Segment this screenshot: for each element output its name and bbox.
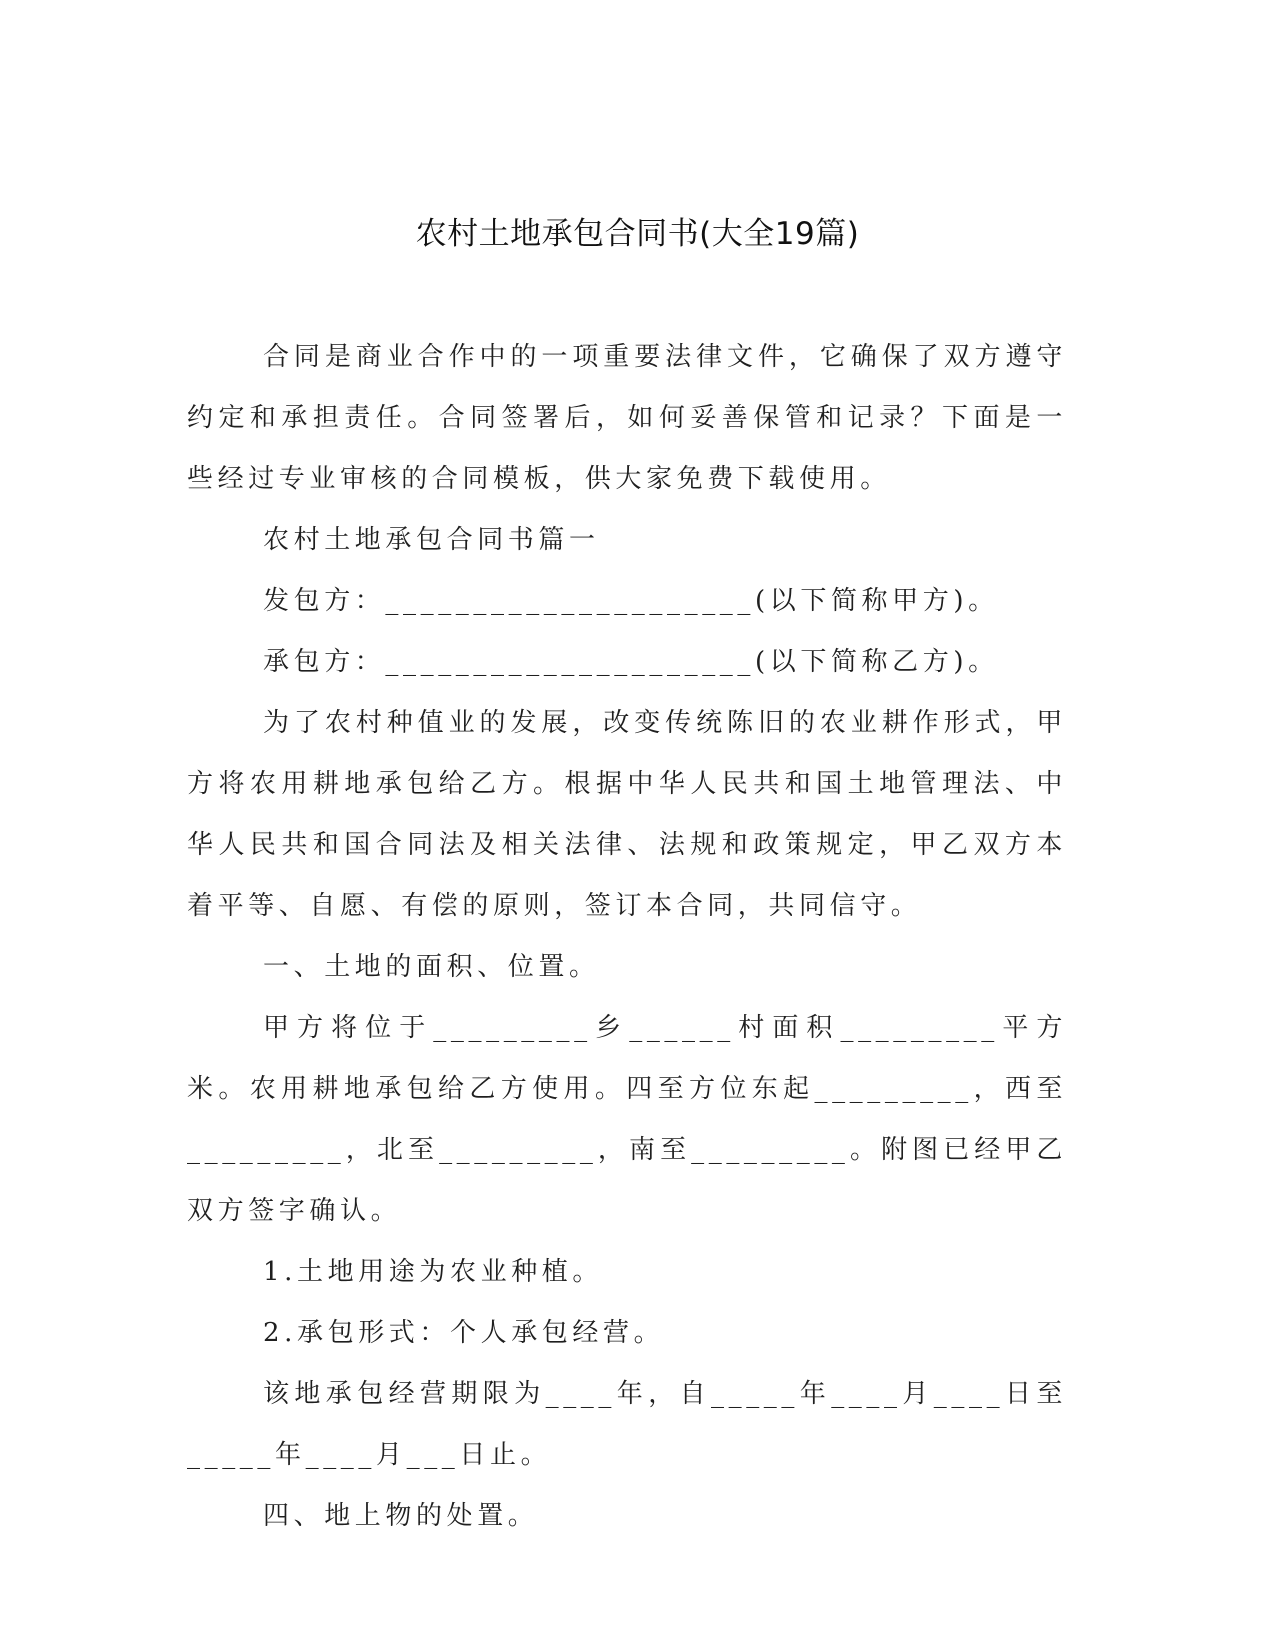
preamble-paragraph: 为了农村种值业的发展，改变传统陈旧的农业耕作形式，甲方将农用耕地承包给乙方。根据中华人民共和国土地管理法、中华人民共和国合同法及相关法律、法规和政策规定，甲乙双方本着平等、自愿、有偿的原则，签订本合同，共同信守。 (187, 708, 1067, 921)
clause-heading-land: 一、土地的面积、位置。 (263, 952, 600, 982)
intro-paragraph: 合同是商业合作中的一项重要法律文件，它确保了双方遵守约定和承担责任。合同签署后，如何妥善保管和记录？下面是一些经过专业审核的合同模板，供大家免费下载使用。 (187, 342, 1067, 494)
contract-form-item: 2.承包形式：个人承包经营。 (263, 1318, 665, 1348)
land-use-item: 1.土地用途为农业种植。 (263, 1257, 604, 1287)
land-detail-paragraph: 甲方将位于_________乡______村面积_________平方米。农用耕地承包给乙方使用。四至方位东起_________，西至_________，北至_________，南至_________。附图已经甲乙双方签字确认。 (187, 1013, 1067, 1226)
section-heading: 农村土地承包合同书篇一 (263, 525, 600, 555)
document-body (187, 327, 1067, 1547)
party-b-line: 承包方：_____________________(以下简称乙方)。 (263, 647, 999, 677)
party-a-line: 发包方：_____________________(以下简称甲方)。 (263, 586, 999, 616)
clause-heading-property: 四、地上物的处置。 (263, 1501, 539, 1531)
term-paragraph: 该地承包经营期限为____年，自_____年____月____日至_____年____月___日止。 (187, 1379, 1067, 1470)
document-title: 农村土地承包合同书(大全19篇) (415, 216, 860, 252)
